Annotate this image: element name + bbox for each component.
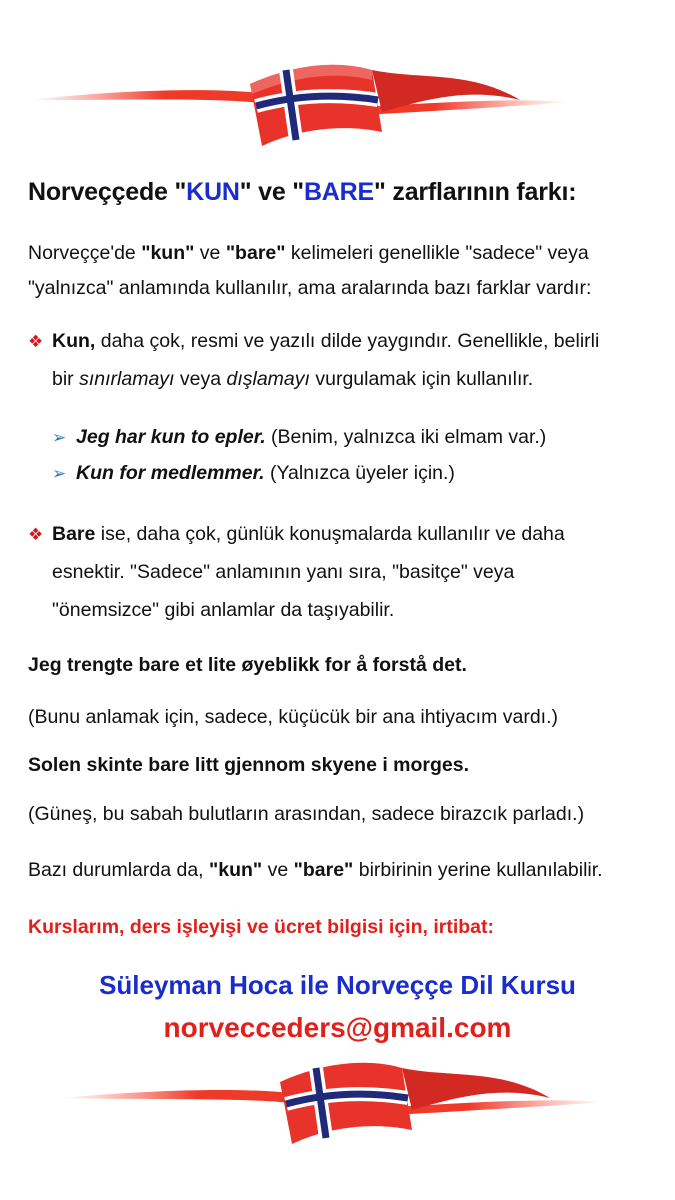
diamond-bullet-icon: ❖	[28, 332, 44, 351]
intro-line-1: Norveççe'de "kun" ve "bare" kelimeleri genellikle "sadece" veya	[28, 242, 589, 264]
title-kun: KUN	[186, 178, 240, 206]
page-title: Norveççede "KUN" ve "BARE" zarflarının farkı:	[28, 178, 577, 206]
contact-email[interactable]: norvecceders@gmail.com	[163, 1012, 512, 1043]
example-translation-2: (Güneş, bu sabah bulutların arasından, sadece birazcık parladı.)	[28, 803, 585, 825]
closing-note: Bazı durumlarda da, "kun" ve "bare" birbirinin yerine kullanılabilir.	[28, 859, 603, 881]
norway-flag-ribbon-bottom	[0, 1040, 675, 1160]
intro-line-2: "yalnızca" anlamında kullanılır, ama aralarında bazı farklar vardır:	[28, 277, 592, 299]
course-name: Süleyman Hoca ile Norveççe Dil Kursu	[99, 970, 576, 1000]
diamond-bullet-icon: ❖	[28, 525, 44, 544]
example-norwegian-2: Solen skinte bare litt gjennom skyene i morges.	[28, 754, 470, 776]
arrow-bullet-icon: ➢	[52, 428, 67, 447]
bare-bullet-line-2: esnektir. "Sadece" anlamının yanı sıra, "basitçe" veya	[52, 561, 515, 583]
bare-bullet-line-1: ❖ Bare ise, daha çok, günlük konuşmalarda kullanılır ve daha	[28, 516, 565, 553]
norway-flag-ribbon-top	[0, 40, 675, 160]
title-bare: BARE	[303, 178, 374, 206]
kun-bullet-line-2: bir sınırlamayı veya dışlamayı vurgulamak için kullanılır.	[52, 368, 534, 390]
example-translation-1: (Bunu anlamak için, sadece, küçücük bir ana ihtiyacım vardı.)	[28, 706, 558, 728]
example-norwegian-1: Jeg trengte bare et lite øyeblikk for å forstå det.	[28, 654, 467, 676]
arrow-bullet-icon: ➢	[52, 464, 67, 483]
kun-example-1: ➢ Jeg har kun to epler. (Benim, yalnızca iki elmam var.)	[52, 426, 547, 448]
bare-bullet-line-3: "önemsizce" gibi anlamlar da taşıyabilir.	[52, 599, 395, 621]
contact-prompt: Kurslarım, ders işleyişi ve ücret bilgisi için, irtibat:	[28, 916, 495, 938]
kun-bullet-line-1: ❖ Kun, daha çok, resmi ve yazılı dilde yaygındır. Genellikle, belirli	[28, 323, 599, 360]
kun-example-2: ➢ Kun for medlemmer. (Yalnızca üyeler için.)	[52, 462, 455, 484]
